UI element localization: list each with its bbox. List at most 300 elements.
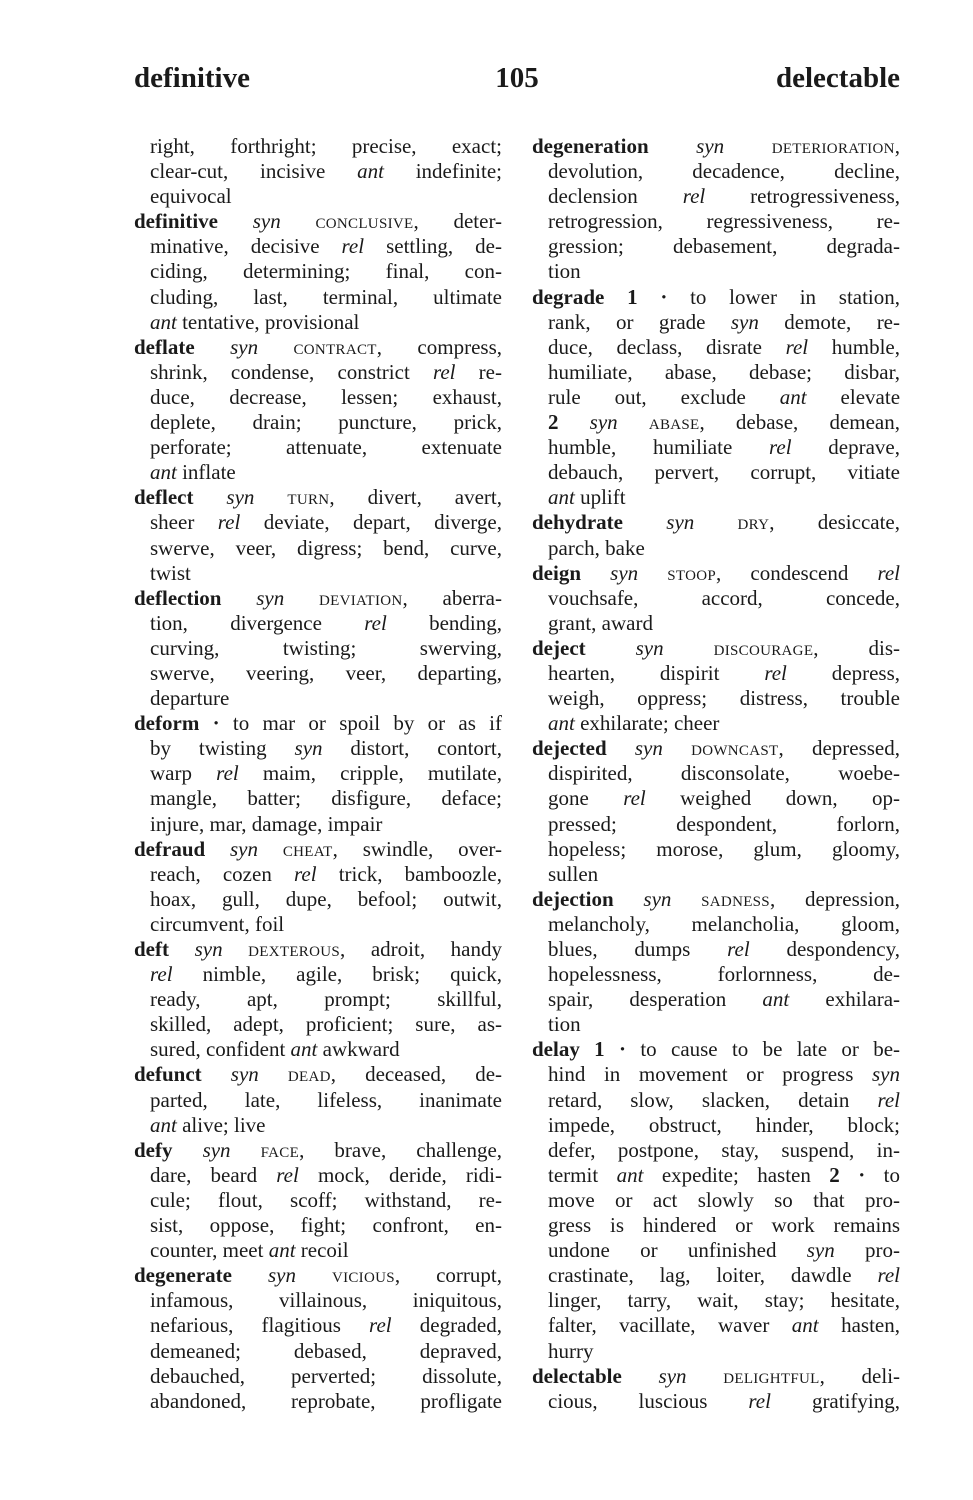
entry-line xyxy=(532,259,900,284)
entry-text: nefarious, flagitious xyxy=(150,1313,370,1338)
headword: dejected xyxy=(532,736,607,761)
entry-line xyxy=(532,1389,900,1414)
headword: dejection xyxy=(532,886,614,911)
entry-text xyxy=(663,736,691,760)
entry-text: cious, luscious xyxy=(548,1388,749,1413)
entry-first-line xyxy=(134,711,502,736)
entry-line xyxy=(532,812,900,837)
entry-text: indefinite; xyxy=(383,159,502,184)
entry-text: dare, beard xyxy=(150,1162,277,1187)
sense-bullet: · xyxy=(619,1037,627,1062)
sense-number: 2 xyxy=(829,1162,840,1187)
entry-text xyxy=(694,510,737,534)
headword: deflate xyxy=(134,334,195,359)
entry-line xyxy=(134,611,502,636)
entry-text: despondency, xyxy=(749,937,900,961)
entry-text: , dis- xyxy=(813,635,901,660)
entry-text: , swindle, over- xyxy=(332,836,502,861)
entry-text: injure, mar, damage, impair xyxy=(150,811,383,836)
entry-line xyxy=(532,1339,900,1364)
entry-text: circumvent, foil xyxy=(150,911,285,936)
entry-text: hasten, xyxy=(818,1313,900,1338)
usage-label: syn xyxy=(194,937,223,961)
entry-line xyxy=(532,435,900,460)
entry-text: devolution, decadence, decline, xyxy=(548,159,900,184)
entry-text: expedite; hasten xyxy=(643,1162,830,1187)
entry-text: parch, bake xyxy=(548,535,645,560)
entry-first-line xyxy=(134,485,502,510)
entry-text: retrogression, regressiveness, re- xyxy=(548,209,900,234)
headword: defraud xyxy=(134,836,206,861)
entry-text: duce, decrease, lessen; exhaust, xyxy=(150,384,502,409)
entry-text: , corrupt, xyxy=(394,1263,502,1288)
entry-text: sullen xyxy=(548,861,599,886)
entry-line xyxy=(134,561,502,586)
entry-line xyxy=(134,385,502,410)
entry-text: , compress, xyxy=(376,334,502,359)
sense-number: 1 xyxy=(594,1037,605,1062)
entry-text xyxy=(218,209,253,233)
entry-line xyxy=(532,460,900,485)
entry-line xyxy=(134,435,502,460)
entry-text: retard, slow, slacken, detain xyxy=(548,1087,878,1112)
entry-text: hoax, gull, dupe, befool; outwit, xyxy=(150,886,502,911)
sense-bullet: · xyxy=(660,284,668,309)
entry-text: counter, meet xyxy=(150,1238,269,1263)
entry-text: undone or unfinished xyxy=(548,1238,807,1263)
headword: definitive xyxy=(134,209,218,234)
entry-text xyxy=(687,1364,724,1388)
usage-label: syn xyxy=(696,134,725,158)
usage-label: rel xyxy=(785,334,809,359)
entry-text: clear-cut, incisive xyxy=(150,159,358,184)
entry-line xyxy=(134,912,502,937)
entry-line xyxy=(532,360,900,385)
usage-label: ant xyxy=(548,485,575,510)
usage-label: rel xyxy=(877,1263,900,1288)
entry-text: tentative, provisional xyxy=(176,309,360,334)
entry-line xyxy=(532,1313,900,1338)
entry-text xyxy=(193,485,226,509)
entry-text: sist, oppose, fight; confront, en- xyxy=(150,1213,502,1238)
usage-label: syn xyxy=(634,736,663,761)
entry-line xyxy=(134,786,502,811)
entry-first-line xyxy=(134,1138,502,1163)
entry-text: infamous, villainous, iniquitous, xyxy=(150,1288,502,1313)
headword: deft xyxy=(134,937,169,961)
usage-label: ant xyxy=(290,1037,318,1062)
entry-text: gratifying, xyxy=(770,1388,900,1413)
usage-label: syn xyxy=(230,836,258,861)
entry-line xyxy=(134,686,502,711)
entry-line xyxy=(532,536,900,561)
entry-line xyxy=(134,285,502,310)
entry-text: grant, award xyxy=(548,610,653,635)
entry-text xyxy=(649,134,697,158)
entry-line xyxy=(532,209,900,234)
entry-text xyxy=(284,586,319,610)
usage-label: rel xyxy=(341,234,365,259)
entry-text: to xyxy=(865,1162,900,1187)
usage-label: syn xyxy=(658,1363,687,1388)
entry-line xyxy=(532,485,900,510)
entry-text: minative, decisive xyxy=(150,234,342,259)
entry-text xyxy=(581,561,610,585)
entry-text: tion xyxy=(548,1012,581,1037)
entry-line xyxy=(532,1012,900,1037)
usage-label: syn xyxy=(226,485,255,510)
entry-text xyxy=(604,285,627,309)
usage-label: syn xyxy=(252,209,281,234)
sense-bullet: · xyxy=(858,1162,866,1187)
entry-text xyxy=(199,711,212,735)
entry-first-line xyxy=(134,335,502,360)
entry-line xyxy=(532,1238,900,1263)
headword: deflection xyxy=(134,585,222,610)
entry-text: , desiccate, xyxy=(769,510,900,535)
entry-first-line xyxy=(134,1062,502,1087)
usage-label: syn xyxy=(230,1062,259,1087)
usage-label: rel xyxy=(748,1388,771,1413)
entry-text: curving, twisting; swerving, xyxy=(150,635,502,660)
entry-text: termit xyxy=(548,1162,617,1187)
usage-label: syn xyxy=(589,410,618,435)
entry-line xyxy=(134,862,502,887)
sense-number: 2 xyxy=(548,410,559,435)
usage-label: ant xyxy=(791,1313,819,1338)
entry-text: hopelessness, forlornness, de- xyxy=(548,962,900,987)
entry-first-line xyxy=(532,736,900,761)
entry-text: duce, declass, disrate xyxy=(548,334,786,359)
entry-line xyxy=(134,184,502,209)
usage-label: syn xyxy=(610,560,639,585)
headword: deign xyxy=(532,560,582,585)
entry-text xyxy=(173,1138,203,1162)
cross-reference: sadness xyxy=(701,886,770,911)
entry-text: hurry xyxy=(548,1338,594,1363)
entry-line xyxy=(532,385,900,410)
usage-label: syn xyxy=(806,1238,835,1263)
entry-text: bending, xyxy=(386,610,502,635)
cross-reference: deterioration xyxy=(771,134,895,158)
entry-line xyxy=(134,987,502,1012)
entry-text: , condescend xyxy=(716,560,878,585)
entry-text: , aberra- xyxy=(402,585,502,610)
entry-text xyxy=(281,209,316,233)
entry-text: degraded, xyxy=(391,1313,502,1338)
usage-label: rel xyxy=(150,962,173,987)
entry-text: distort, contort, xyxy=(322,736,502,761)
entry-line xyxy=(532,184,900,209)
headword: delectable xyxy=(532,1363,622,1388)
entry-first-line xyxy=(532,636,900,661)
entry-text: mock, deride, ridi- xyxy=(298,1162,502,1187)
entry-text xyxy=(258,837,283,861)
entry-line xyxy=(532,1062,900,1087)
headword: deject xyxy=(532,635,586,660)
entry-text xyxy=(202,1062,231,1086)
entry-text xyxy=(258,335,293,359)
entry-text xyxy=(205,837,230,861)
headword: degeneration xyxy=(532,134,649,158)
entry-line xyxy=(532,1138,900,1163)
entry-text: abandoned, reprobate, profligate xyxy=(150,1388,502,1413)
entry-text xyxy=(622,1364,659,1388)
usage-label: rel xyxy=(727,937,750,961)
cross-reference: deviation xyxy=(319,585,403,610)
entry-text: humble, humiliate xyxy=(548,435,769,460)
entry-text xyxy=(195,335,230,359)
entry-line xyxy=(532,962,900,987)
entry-text: tion xyxy=(548,259,581,284)
entry-text: settling, de- xyxy=(364,234,502,259)
usage-label: syn xyxy=(294,736,323,761)
entry-first-line xyxy=(532,561,900,586)
entry-line xyxy=(532,1263,900,1288)
entry-text xyxy=(664,636,714,660)
entry-text: maim, cripple, mutilate, xyxy=(238,761,502,786)
entry-line xyxy=(134,1163,502,1188)
entry-line xyxy=(134,1113,502,1138)
usage-label: ant xyxy=(357,159,384,184)
cross-reference: cheat xyxy=(282,836,333,861)
entry-text xyxy=(605,1037,619,1061)
usage-label: syn xyxy=(230,334,259,359)
entry-line xyxy=(134,1238,502,1263)
cross-reference: downcast xyxy=(691,736,779,761)
entry-line xyxy=(532,586,900,611)
entry-line xyxy=(134,134,502,159)
headword: deflect xyxy=(134,485,194,510)
entry-line xyxy=(134,159,502,184)
entry-text: skilled, adept, proficient; sure, as- xyxy=(150,1012,502,1037)
entry-text: falter, vacillate, waver xyxy=(548,1313,792,1338)
entry-first-line xyxy=(532,510,900,535)
entry-text xyxy=(296,1263,332,1287)
headword: defunct xyxy=(134,1062,202,1087)
entry-text: tion, divergence xyxy=(150,610,365,635)
entry-line xyxy=(134,887,502,912)
entry-text: reach, cozen xyxy=(150,861,294,886)
entry-text: melancholy, melancholia, gloom, xyxy=(548,911,900,936)
entry-text: , brave, challenge, xyxy=(299,1137,503,1162)
cross-reference: dead xyxy=(287,1062,331,1087)
entry-first-line xyxy=(532,1037,900,1062)
entry-text xyxy=(623,510,666,534)
entry-text xyxy=(607,736,635,760)
entry-first-line xyxy=(134,1263,502,1288)
left-guide-word: definitive xyxy=(134,62,250,94)
entry-line xyxy=(134,1188,502,1213)
cross-reference: contract xyxy=(293,334,377,359)
entry-text: perforate; attenuate, extenuate xyxy=(150,435,502,460)
running-head xyxy=(134,62,900,106)
usage-label: syn xyxy=(267,1263,296,1288)
entry-text: twist xyxy=(150,560,191,585)
cross-reference: face xyxy=(260,1137,300,1162)
entry-text: depress, xyxy=(786,660,901,685)
entry-text: elevate xyxy=(806,384,901,409)
entry-text: alive; live xyxy=(176,1112,266,1137)
cross-reference: dry xyxy=(737,510,770,535)
entry-line xyxy=(134,410,502,435)
entry-line xyxy=(134,636,502,661)
entry-line xyxy=(532,912,900,937)
usage-label: ant xyxy=(150,1112,177,1137)
entry-text: declension xyxy=(548,184,683,209)
entry-text: gone xyxy=(548,786,624,811)
entry-line xyxy=(134,460,502,485)
entry-text: retrogressiveness, xyxy=(705,184,900,209)
usage-label: rel xyxy=(682,184,706,209)
entry-text: deplete, drain; puncture, prick, xyxy=(150,410,502,435)
entry-text: departure xyxy=(150,686,230,711)
entry-first-line xyxy=(532,285,900,310)
usage-label: ant xyxy=(616,1162,644,1187)
cross-reference: delightful xyxy=(723,1363,820,1388)
entry-line xyxy=(532,686,900,711)
entry-text: move or act slowly so that pro- xyxy=(548,1187,900,1212)
entry-line xyxy=(134,1088,502,1113)
entry-text: pressed; despondent, forlorn, xyxy=(548,811,900,836)
entry-line xyxy=(532,159,900,184)
entry-first-line xyxy=(532,134,900,159)
entry-line xyxy=(134,1037,502,1062)
entry-text: hind in movement or progress xyxy=(548,1062,872,1087)
entry-line xyxy=(532,711,900,736)
entry-line xyxy=(532,310,900,335)
entry-text xyxy=(724,134,772,158)
entry-text: gress is hindered or work remains xyxy=(548,1213,900,1238)
entry-line xyxy=(134,536,502,561)
usage-label: syn xyxy=(666,510,695,535)
entry-text: recoil xyxy=(295,1238,349,1263)
entry-text: weigh, oppress; distress, trouble xyxy=(548,686,900,711)
usage-label: rel xyxy=(217,510,241,535)
usage-label: rel xyxy=(276,1162,299,1187)
entry-text xyxy=(559,410,590,434)
entry-text: , depression, xyxy=(769,886,901,911)
page-number: 105 xyxy=(495,62,539,94)
entry-text: awkward xyxy=(317,1037,400,1062)
entry-text: trick, bamboozle, xyxy=(316,861,502,886)
usage-label: syn xyxy=(635,635,664,660)
entry-text: rule out, exclude xyxy=(548,384,780,409)
entry-text: , adroit, handy xyxy=(340,937,502,961)
entry-text: mangle, batter; disfigure, deface; xyxy=(150,786,502,811)
entry-line xyxy=(134,661,502,686)
entry-text xyxy=(259,1062,288,1086)
usage-label: rel xyxy=(764,660,787,685)
entry-text: swerve, veer, digress; bend, curve, xyxy=(150,535,502,560)
entry-text: to lower in station, xyxy=(667,284,901,309)
usage-label: rel xyxy=(623,786,646,811)
entry-text: hopeless; morose, glum, gloomy, xyxy=(548,836,900,861)
entry-first-line xyxy=(134,837,502,862)
entry-line xyxy=(532,1188,900,1213)
entry-text xyxy=(840,1163,858,1187)
entry-text xyxy=(231,1138,261,1162)
entry-text xyxy=(223,937,249,961)
entry-first-line xyxy=(532,887,900,912)
entry-text: blues, dumps xyxy=(548,937,728,961)
entry-text: warp xyxy=(150,761,217,786)
headword: dehydrate xyxy=(532,510,623,535)
entry-first-line xyxy=(134,937,502,962)
entry-line xyxy=(134,1389,502,1414)
entry-text xyxy=(618,410,649,434)
entry-line xyxy=(134,1213,502,1238)
entry-line xyxy=(532,1213,900,1238)
entry-line xyxy=(532,335,900,360)
entry-first-line xyxy=(134,586,502,611)
entry-text: debauched, perverted; dissolute, xyxy=(150,1363,502,1388)
usage-label: rel xyxy=(364,610,387,635)
usage-label: rel xyxy=(877,560,901,585)
entry-line xyxy=(532,234,900,259)
entry-text xyxy=(580,1037,594,1061)
entry-text xyxy=(614,887,644,911)
cross-reference: stoop xyxy=(667,560,717,585)
usage-label: syn xyxy=(872,1062,900,1087)
sense-bullet: · xyxy=(212,711,220,736)
entry-text: sheer xyxy=(150,510,218,535)
entry-text: , deter- xyxy=(413,209,503,234)
usage-label: ant xyxy=(548,711,575,736)
entry-line xyxy=(532,611,900,636)
entry-text: , debase, demean, xyxy=(699,410,900,435)
entry-text: nimble, agile, brisk; quick, xyxy=(172,962,502,987)
left-column xyxy=(134,134,502,1414)
entry-first-line xyxy=(134,209,502,234)
entry-line xyxy=(134,1313,502,1338)
cross-reference: dexterous xyxy=(248,937,341,961)
entry-text: linger, tarry, wait, stay; hesitate, xyxy=(548,1288,900,1313)
entry-text: re- xyxy=(455,359,502,384)
entry-first-line xyxy=(532,1364,900,1389)
entry-text: deprave, xyxy=(791,435,900,460)
entry-line xyxy=(134,1288,502,1313)
entry-text: uplift xyxy=(574,485,626,510)
entry-text xyxy=(671,887,701,911)
entry-text: swerve, veering, veer, departing, xyxy=(150,660,502,685)
entry-text: demeaned; debased, depraved, xyxy=(150,1338,502,1363)
entry-text: demote, re- xyxy=(758,309,900,334)
entry-text: cluding, last, terminal, ultimate xyxy=(150,284,502,309)
entry-text: , deli- xyxy=(819,1363,901,1388)
entry-text: exhilarate; cheer xyxy=(574,711,720,736)
entry-text: , divert, avert, xyxy=(329,485,503,510)
entry-line xyxy=(134,1339,502,1364)
right-guide-word: delectable xyxy=(775,62,900,94)
entry-line xyxy=(532,786,900,811)
entry-text: equivocal xyxy=(150,184,232,209)
usage-label: rel xyxy=(432,359,456,384)
entry-text xyxy=(232,1263,268,1287)
entry-line xyxy=(134,761,502,786)
cross-reference: discourage xyxy=(713,635,814,660)
usage-label: rel xyxy=(216,761,239,786)
entry-text: , depressed, xyxy=(778,736,900,761)
headword: degrade xyxy=(532,284,605,309)
usage-label: rel xyxy=(294,861,317,886)
usage-label: syn xyxy=(202,1137,231,1162)
entry-text: by twisting xyxy=(150,736,295,761)
entry-text: exhilara- xyxy=(789,987,901,1012)
entry-text: debauch, pervert, corrupt, vitiate xyxy=(548,460,900,485)
entry-line xyxy=(532,837,900,862)
entry-text: impede, obstruct, hinder, block; xyxy=(548,1112,900,1137)
